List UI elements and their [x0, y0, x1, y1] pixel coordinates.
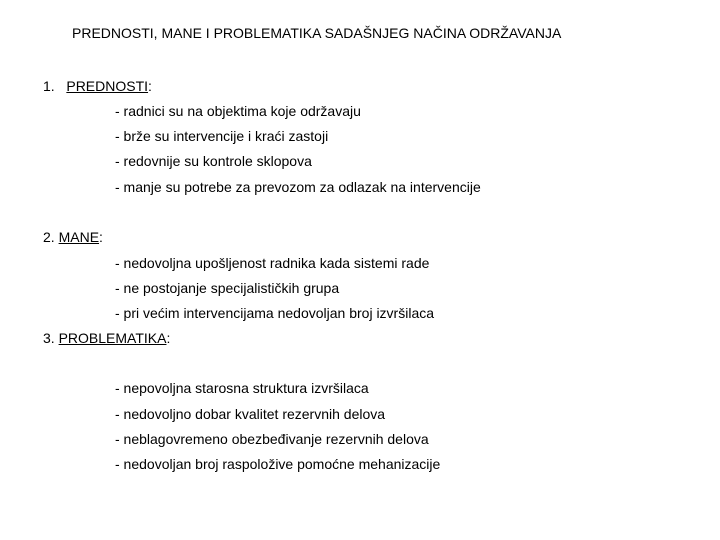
- section-punct: :: [99, 229, 103, 245]
- section-heading-problematika: [43, 330, 170, 346]
- list-item: - manje su potrebe za prevozom za odlazak na intervencije: [115, 179, 481, 195]
- section-number: 2.: [43, 229, 55, 245]
- section-punct: :: [166, 330, 171, 346]
- section-heading-mane: [43, 229, 103, 245]
- list-item: - pri većim intervencijama nedovoljan broj izvršilaca: [115, 305, 435, 321]
- section-heading-prednosti: [43, 78, 152, 94]
- section-number: 3.: [43, 330, 55, 346]
- list-item: - nedovoljno dobar kvalitet rezervnih delova: [115, 406, 386, 422]
- section-label: MANE: [58, 229, 100, 245]
- list-item: - brže su intervencije i kraći zastoji: [115, 128, 329, 144]
- list-item: - radnici su na objektima koje održavaju: [115, 103, 361, 119]
- list-item: - neblagovremeno obezbeđivanje rezervnih delova: [115, 431, 429, 447]
- page-title: PREDNOSTI, MANE I PROBLEMATIKA SADAŠNJEG NAČINA ODRŽAVANJA: [72, 25, 562, 41]
- list-item: - nedovoljna upošljenost radnika kada sistemi rade: [115, 255, 430, 271]
- list-item: - nepovoljna starosna struktura izvršilaca: [115, 380, 369, 396]
- list-item: - nedovoljan broj raspoložive pomoćne mehanizacije: [115, 456, 441, 472]
- section-punct: :: [148, 78, 152, 94]
- section-label: PROBLEMATIKA: [58, 330, 167, 346]
- section-number: 1.: [43, 78, 55, 94]
- list-item: - redovnije su kontrole sklopova: [115, 153, 312, 169]
- list-item: - ne postojanje specijalističkih grupa: [115, 280, 340, 296]
- section-label: PREDNOSTI: [66, 78, 149, 94]
